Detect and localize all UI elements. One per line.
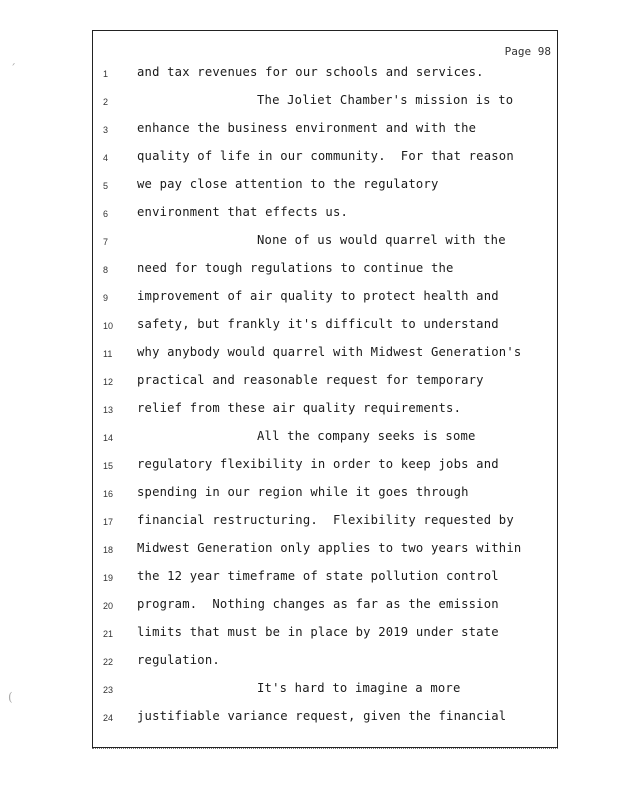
transcript-line [93, 91, 557, 119]
transcript-line [93, 427, 557, 455]
transcript-line [93, 203, 557, 231]
line-text: All the company seeks is some [257, 429, 476, 443]
line-number: 20 [103, 601, 114, 611]
transcript-page [92, 30, 558, 748]
line-text: enhance the business environment and with the [137, 121, 477, 135]
line-text: why anybody would quarrel with Midwest Generation's [137, 345, 522, 359]
line-number: 21 [103, 629, 114, 639]
transcript-line [93, 231, 557, 259]
line-number: 10 [103, 321, 114, 331]
line-number: 13 [103, 405, 114, 415]
line-text: limits that must be in place by 2019 under state [137, 625, 499, 639]
line-text: safety, but frankly it's difficult to understand [137, 317, 499, 331]
line-text: None of us would quarrel with the [257, 233, 506, 247]
line-text: justifiable variance request, given the financial [137, 709, 507, 723]
transcript-line [93, 567, 557, 595]
scan-mark: ( [8, 690, 13, 704]
line-text: financial restructuring. Flexibility requested by [137, 513, 514, 527]
line-number: 8 [103, 265, 109, 275]
line-number: 2 [103, 97, 109, 107]
line-number: 7 [103, 237, 109, 247]
line-text: program. Nothing changes as far as the emission [137, 597, 499, 611]
line-number: 11 [103, 349, 113, 359]
transcript-line [93, 315, 557, 343]
transcript-line [93, 175, 557, 203]
line-text: and tax revenues for our schools and services. [137, 65, 484, 79]
line-number: 19 [103, 573, 114, 583]
line-number: 6 [103, 209, 109, 219]
line-text: need for tough regulations to continue the [137, 261, 454, 275]
transcript-line [93, 539, 557, 567]
line-text: The Joliet Chamber's mission is to [257, 93, 514, 107]
line-number: 24 [103, 713, 114, 723]
line-number: 16 [103, 489, 114, 499]
transcript-line [93, 63, 557, 91]
page-number: Page 98 [504, 45, 551, 58]
line-number: 15 [103, 461, 114, 471]
transcript-line [93, 119, 557, 147]
line-number: 3 [103, 125, 109, 135]
line-text: Midwest Generation only applies to two years within [137, 541, 522, 555]
line-text: regulatory flexibility in order to keep jobs and [137, 457, 499, 471]
line-text: relief from these air quality requirements. [137, 401, 462, 415]
line-number: 14 [103, 433, 114, 443]
line-text: practical and reasonable request for temporary [137, 373, 484, 387]
line-text: quality of life in our community. For that reason [137, 149, 514, 163]
transcript-line [93, 287, 557, 315]
transcript-line [93, 511, 557, 539]
line-number: 4 [103, 153, 109, 163]
transcript-line [93, 259, 557, 287]
transcript-line [93, 679, 557, 707]
transcript-line [93, 623, 557, 651]
line-number: 5 [103, 181, 109, 191]
scan-mark: ˊ [10, 62, 16, 76]
line-number: 17 [103, 517, 114, 527]
transcript-line [93, 651, 557, 679]
line-text: improvement of air quality to protect health and [137, 289, 499, 303]
transcript-line [93, 455, 557, 483]
line-number: 23 [103, 685, 114, 695]
transcript-line [93, 483, 557, 511]
transcript-line [93, 595, 557, 623]
transcript-line [93, 371, 557, 399]
bottom-rule [92, 748, 558, 750]
line-number: 9 [103, 293, 109, 303]
transcript-line [93, 147, 557, 175]
line-text: we pay close attention to the regulatory [137, 177, 439, 191]
line-text: regulation. [137, 653, 220, 667]
line-number: 18 [103, 545, 114, 555]
line-text: the 12 year timeframe of state pollution control [137, 569, 499, 583]
line-text: spending in our region while it goes through [137, 485, 469, 499]
line-number: 1 [103, 69, 109, 79]
line-text: environment that effects us. [137, 205, 349, 219]
transcript-line [93, 343, 557, 371]
line-text: It's hard to imagine a more [257, 681, 461, 695]
line-number: 22 [103, 657, 114, 667]
line-number: 12 [103, 377, 114, 387]
transcript-line [93, 707, 557, 735]
transcript-line [93, 399, 557, 427]
